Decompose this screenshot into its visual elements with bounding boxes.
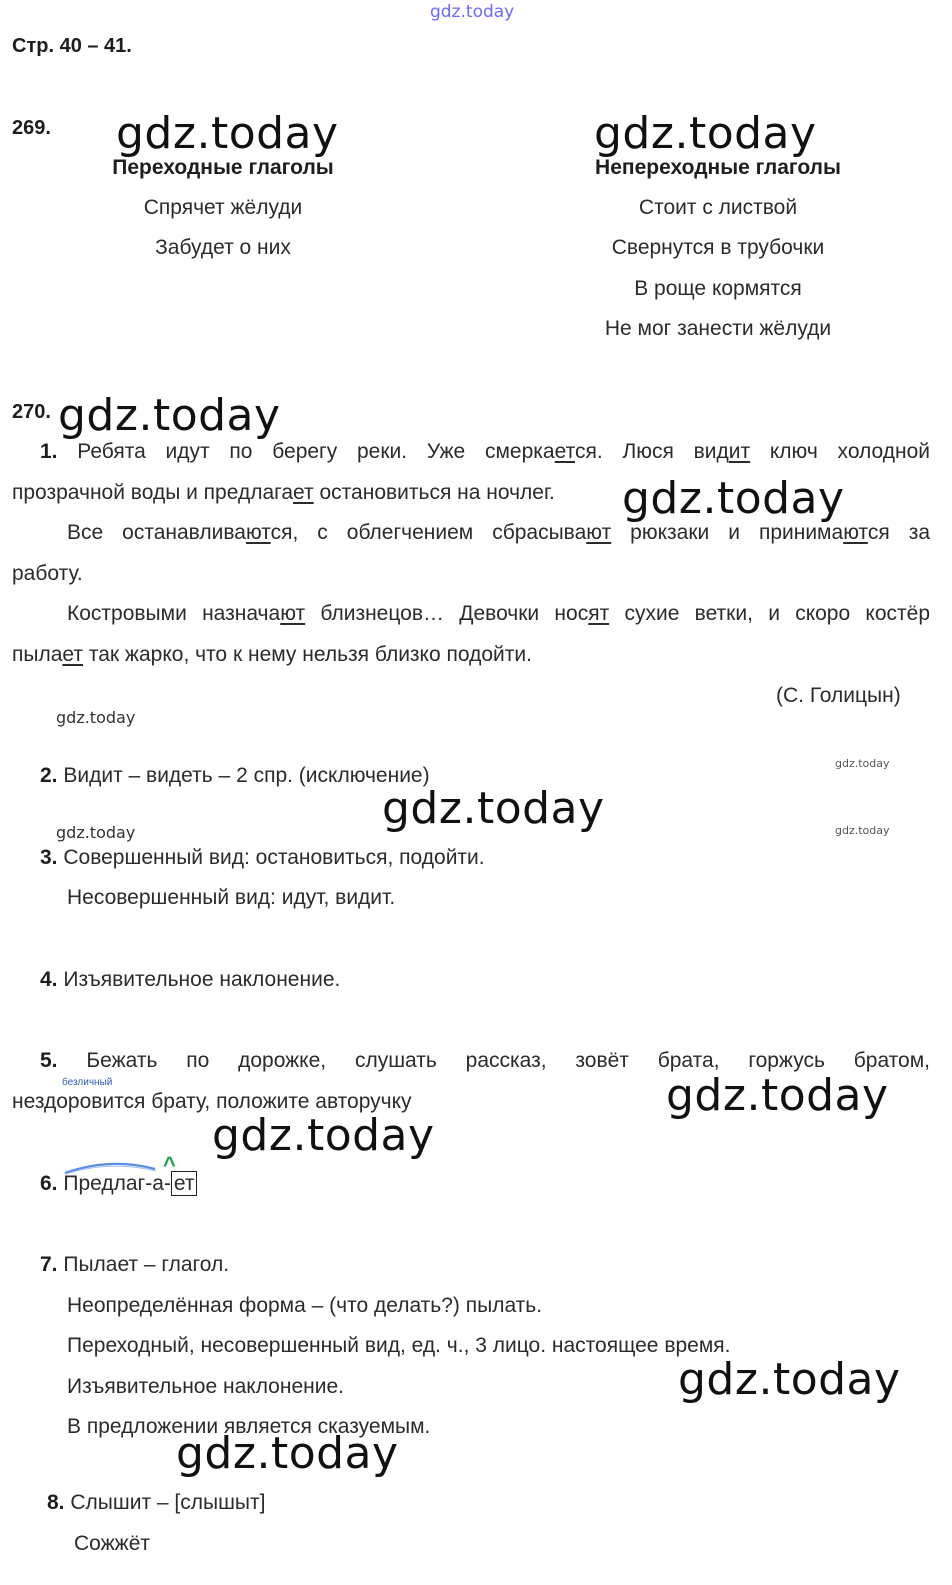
watermark: gdz.today — [116, 108, 339, 159]
item1-line2: прозрачной воды и предлагает остановиться на ночлег. — [12, 481, 555, 504]
intransitive-item: В роще кормятся — [634, 277, 802, 300]
item1-line5: Костровыми назначают близнецов… Девочки носят сухие ветки, и скоро костёр — [67, 602, 930, 625]
exercise-270-number: 270. — [12, 401, 51, 423]
item5-line1: 5. Бежать по дорожке, слушать рассказ, зовёт брата, горжусь братом, — [40, 1049, 930, 1072]
watermark: gdz.today — [176, 1428, 399, 1479]
transitive-heading: Переходные глаголы — [112, 156, 334, 179]
word-root: Предлаг — [57, 1172, 146, 1195]
watermark: gdz.today — [622, 473, 845, 524]
item6: 6. Предлаг-а- ет — [40, 1171, 197, 1196]
item7-line3: Переходный, несовершенный вид, ед. ч., 3 лицо. настоящее время. — [67, 1334, 731, 1357]
intransitive-item: Свернутся в трубочки — [611, 236, 825, 259]
watermark: gdz.today — [666, 1070, 889, 1121]
watermark: gdz.today — [678, 1354, 901, 1405]
item1-number: 1. — [40, 440, 58, 463]
watermark: gdz.today — [382, 783, 605, 834]
item7-line4: Изъявительное наклонение. — [67, 1375, 344, 1398]
item7-line5: В предложении является сказуемым. — [67, 1415, 431, 1438]
item5-note: безличный — [62, 1077, 113, 1088]
watermark-top: gdz.today — [430, 2, 515, 22]
watermark: gdz.today — [56, 823, 136, 842]
exercise-269-number: 269. — [12, 117, 51, 139]
watermark: gdz.today — [58, 390, 281, 441]
watermark: gdz.today — [212, 1110, 435, 1161]
item3-line1: 3. Совершенный вид: остановиться, подойти. — [40, 846, 485, 869]
transitive-item: Спрячет жёлуди — [143, 196, 303, 219]
intransitive-heading: Непереходные глаголы — [595, 156, 841, 179]
item1-line1: 1. Ребята идут по берегу реки. Уже смеркается. Люся видит ключ холодной — [40, 440, 930, 463]
watermark: gdz.today — [835, 757, 890, 770]
item7-line2: Неопределённая форма – (что делать?) пылать. — [67, 1294, 543, 1317]
suffix-caret-mark: ^ — [163, 1152, 176, 1177]
word-suffix: а — [152, 1172, 164, 1195]
item3-line2: Несовершенный вид: идут, видит. — [67, 886, 396, 909]
watermark: gdz.today — [594, 108, 817, 159]
intransitive-item: Стоит с листвой — [638, 196, 798, 219]
transitive-item: Забудет о них — [155, 236, 291, 259]
intransitive-item: Не мог занести жёлуди — [604, 317, 832, 340]
item8-line2: Сожжёт — [74, 1532, 151, 1555]
item8-line1: 8. Слышит – [слышыт] — [47, 1491, 266, 1514]
item7-line1: 7. Пылает – глагол. — [40, 1253, 230, 1276]
item4: 4. Изъявительное наклонение. — [40, 968, 341, 991]
item1-line6: пылает так жарко, что к нему нельзя близко подойти. — [12, 643, 532, 666]
author-attribution: (С. Голицын) — [776, 684, 901, 707]
item1-line3: Все останавливаются, с облегчением сбрасывают рюкзаки и принимаются за — [67, 521, 931, 544]
watermark: gdz.today — [56, 708, 136, 727]
item5-line2: нездоровится брату, положите авторучку — [12, 1090, 412, 1113]
page-reference: Стр. 40 – 41. — [12, 35, 132, 57]
item2: 2. Видит – видеть – 2 спр. (исключение) — [40, 764, 430, 787]
item1-line4: работу. — [12, 562, 83, 585]
watermark: gdz.today — [835, 824, 890, 837]
word-ending: ет — [171, 1171, 198, 1196]
